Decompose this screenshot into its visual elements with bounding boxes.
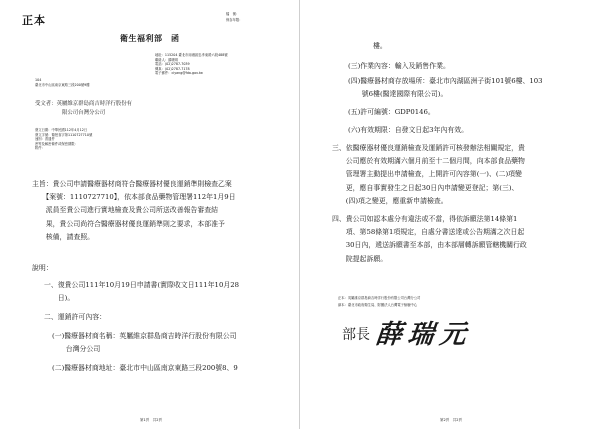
item-line: 四、貴公司如認本處分有違法或不當，得依訴願法第14條第1 (332, 215, 518, 223)
recipient-label: 受文者： (35, 101, 57, 107)
item-line: 三、依醫療器材優良運銷檢查及運銷許可核發辦法相關規定，貴 (332, 144, 525, 152)
filing-number (226, 12, 239, 17)
item-line: 號6樓(醫達國際有限公司)。 (348, 90, 448, 99)
document-page-2 (300, 0, 600, 429)
mailing-postal-code: 104 (35, 78, 42, 82)
subject-line: 【案號：1110727710】，依本部食品藥物管理署112年1月9日 (32, 193, 236, 202)
sender-email: 電子郵件：ciyang@fda.gov.tw (155, 71, 203, 76)
explanation-item-1 (44, 279, 239, 305)
subject-line: 果，貴公司尚符合醫療器材優良運銷準則之要求，本部准予 (32, 219, 225, 228)
recipient-name-line2: 限公司台灣分公司 (62, 110, 106, 116)
license-item-3: (三)作業內容：輸入及銷售作業。 (348, 62, 450, 70)
recipient (35, 101, 132, 108)
explanation-item-4 (332, 213, 527, 266)
license-item-2: (二)醫療器材商地址：臺北市中山區南京東路三段200號8、9 (52, 364, 238, 372)
sender-contact: 聯絡人：蘇曉琪 (155, 57, 179, 62)
document-number: 發文字號：衛授食字第1110727710號 (35, 132, 93, 137)
subject-line: 派員至貴公司進行實地檢查及貴公司所送改善報告審查結 (32, 206, 219, 215)
item-line: 項、第58條第1項規定，自處分書送達或公告期滿之次日起 (332, 228, 525, 237)
item-line: 院提起訴願。 (332, 254, 388, 263)
document-meta (35, 128, 92, 151)
recipient-name-line1: 英屬維京群島商吉時洋行股份有 (56, 101, 133, 107)
sender-phone: 電話：(02)2787-7039 (155, 62, 190, 67)
classification: 密等及解密條件或保密期限： (35, 141, 78, 146)
subject-paragraph (32, 178, 236, 244)
retention-label: 保存年限： (226, 18, 243, 22)
attachments: 附件： (35, 146, 45, 151)
sender-fax: 傳真：(02)2787-7178 (155, 66, 190, 71)
carbon-copy-main: 正本：英屬維京群島商吉時洋行股份有限公司台灣分公司 (338, 296, 421, 300)
license-item-1 (52, 330, 237, 356)
item-line: 台灣分公司 (52, 345, 101, 354)
item-line: 管理署主動提出申請檢查，上開許可內容第(一)、(二)項變 (332, 170, 522, 179)
explanation-label: 說明： (32, 264, 53, 272)
mailing-address: 臺北市中山區南京東路三段200號9樓 (35, 83, 90, 87)
minister-signature: 薛瑞元 (374, 320, 474, 350)
urgency: 速別：普通件 (35, 137, 55, 142)
carbon-copy-secondary: 副本：臺北市政府衛生局、財團法人台灣電子檢驗中心 (338, 303, 418, 307)
item-line: (四)項之變更，應重新申請檢查。 (332, 196, 448, 205)
item-line: 日)。 (44, 294, 75, 303)
filing-number-label: 檔 號： (226, 12, 240, 16)
item-line: (一)醫療器材商名稱：英屬維京群島商吉時洋行股份有限公司 (52, 332, 237, 340)
subject-line: 主旨：貴公司申請醫療器材商符合醫療器材優良運銷準則檢查乙案 (32, 180, 232, 188)
license-item-6: (六)有效期限：自發文日起3年內有效。 (348, 126, 469, 134)
item-line: (四)醫療器材商存放場所：臺北市內湖區洲子街101號6樓、103 (348, 77, 543, 85)
subject-line: 核備，請查照。 (32, 232, 95, 241)
minister-title: 部長 (342, 327, 370, 343)
license-item-5: (五)許可編號：GDP0146。 (348, 108, 435, 116)
explanation-item-2: 二、運銷許可內容： (44, 313, 107, 321)
license-item-4 (348, 75, 543, 101)
item-line: 公司應於有效期滿六個月前至十二個月間，向本部食品藥物 (332, 157, 525, 166)
page-footer: 第2頁 共2頁 (440, 418, 462, 422)
sender-info (155, 53, 228, 76)
page-footer: 第1頁 共2頁 (140, 418, 162, 422)
explanation-item-3 (332, 142, 525, 208)
item-line: 30日內，遞送訴願書至本部，由本部層轉訴願管轄機關行政 (332, 241, 527, 250)
item-line: 更，應自事實發生之日起30日內申請變更登記；第(三)、 (332, 183, 519, 192)
issue-date: 發文日期：中華民國112年4月12日 (35, 128, 88, 132)
continuation-floor: 樓。 (373, 42, 387, 50)
item-line: 一、復貴公司111年10月19日申請書(實際收文日111年10月28 (44, 281, 239, 289)
agency-title: 衛生福利部 函 (120, 33, 180, 43)
sender-address: 地址：115204 臺北市南港區忠孝東路六段488號 (155, 53, 228, 57)
retention-period (226, 18, 242, 23)
copy-stamp: 正本 (22, 14, 46, 27)
